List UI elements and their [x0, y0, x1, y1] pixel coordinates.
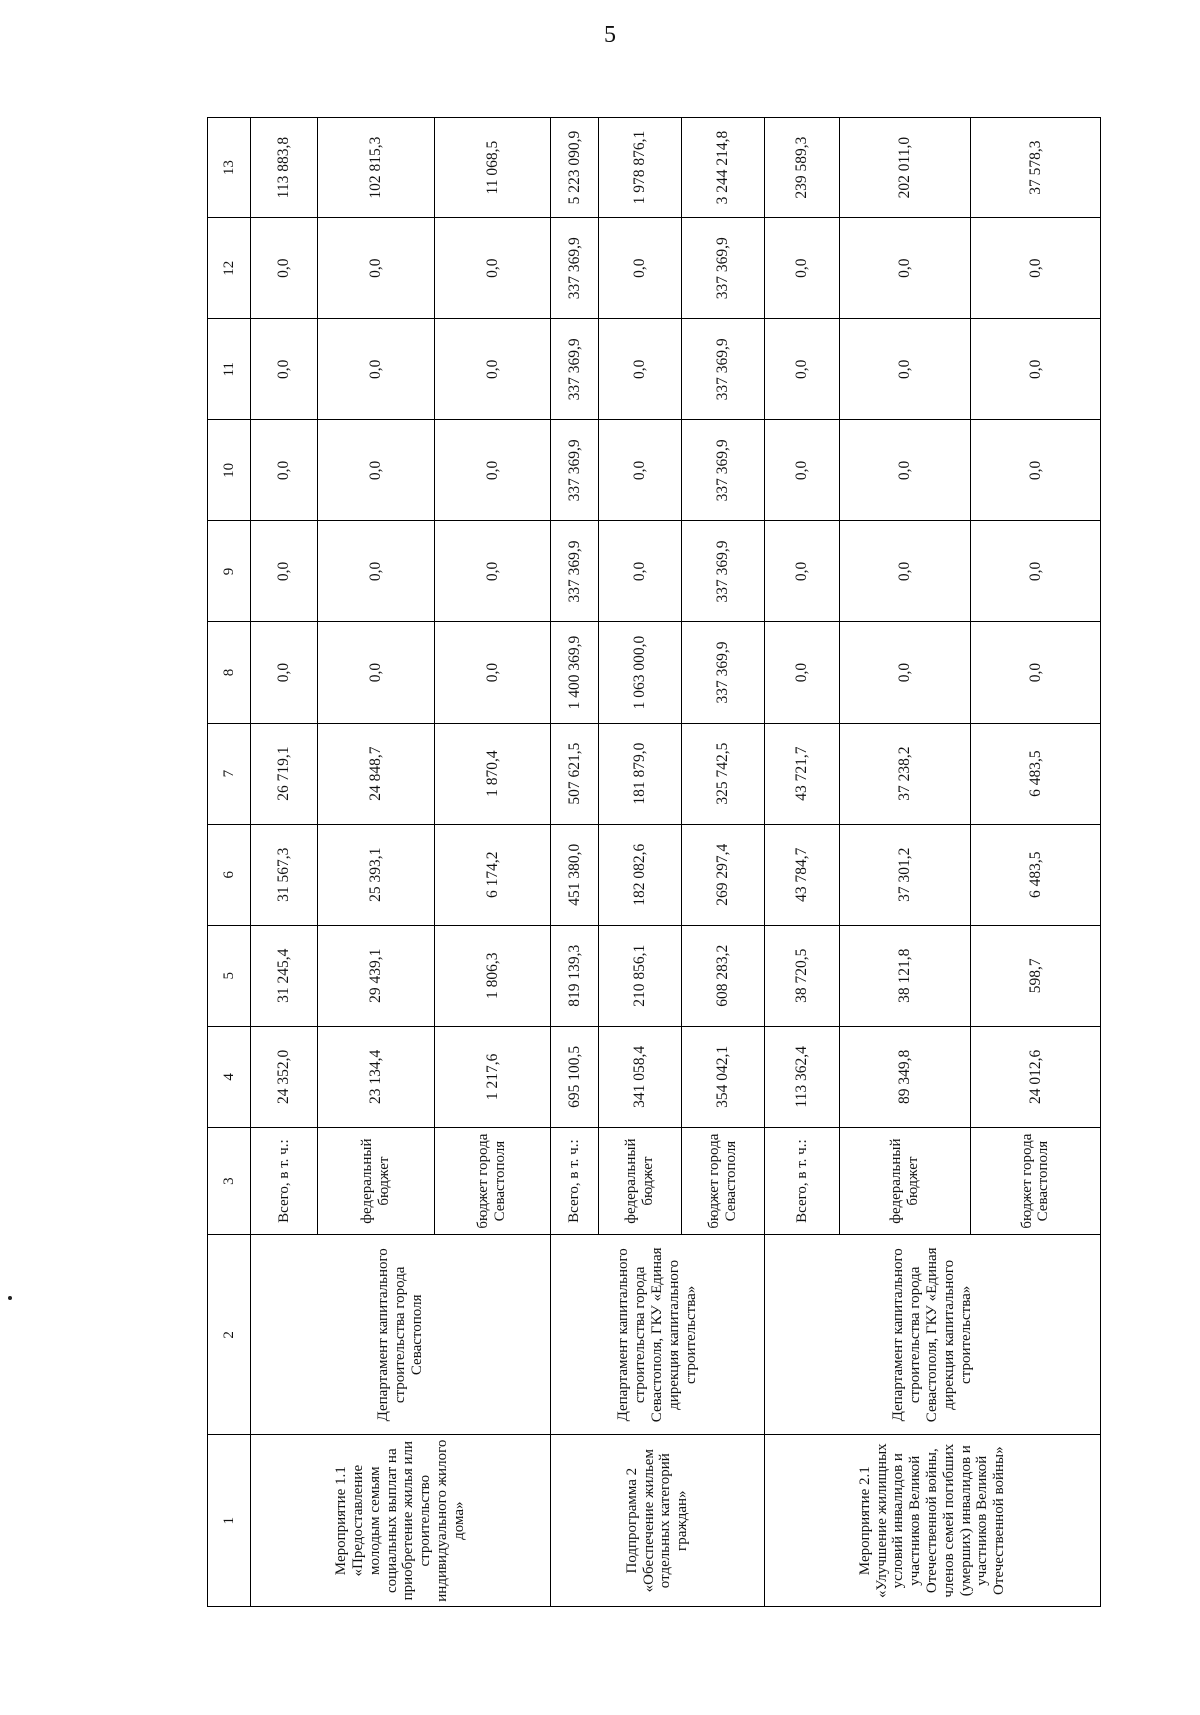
total-value-cell: 239 589,3 [764, 118, 839, 218]
value-cell: 819 139,3 [550, 925, 598, 1026]
value-cell: 0,0 [598, 521, 681, 622]
value-cell: 43 784,7 [764, 824, 839, 925]
value-cell: 0,0 [764, 521, 839, 622]
value-cell: 0,0 [764, 218, 839, 319]
value-cell: 0,0 [434, 521, 550, 622]
value-cell: 24 848,7 [318, 723, 434, 824]
value-cell: 0,0 [840, 218, 970, 319]
table-body [251, 118, 1101, 1607]
rotated-table-wrapper [207, 117, 1101, 1607]
value-cell: 337 369,9 [681, 218, 764, 319]
value-cell: 0,0 [318, 622, 434, 723]
value-cell: 0,0 [434, 218, 550, 319]
value-cell: 337 369,9 [681, 319, 764, 420]
value-cell: 6 174,2 [434, 824, 550, 925]
value-cell: 0,0 [434, 622, 550, 723]
value-cell: 0,0 [840, 622, 970, 723]
value-cell: 0,0 [764, 319, 839, 420]
value-cell: 1 063 000,0 [598, 622, 681, 723]
funding-source-cell: Всего, в т. ч.: [251, 1127, 318, 1234]
activity-name-cell: Мероприятие 1.1 «Предоставление молодым семьям социальных выплат на приобретение жилья или строительство индивидуального жилого дома» [251, 1435, 551, 1607]
scan-speck [8, 1296, 12, 1300]
value-cell: 43 721,7 [764, 723, 839, 824]
total-value-cell: 11 068,5 [434, 118, 550, 218]
value-cell: 337 369,9 [550, 420, 598, 521]
total-value-cell: 202 011,0 [840, 118, 970, 218]
value-cell: 337 369,9 [550, 218, 598, 319]
value-cell: 0,0 [251, 420, 318, 521]
header-cell: 9 [208, 521, 251, 622]
funding-source-cell: бюджет города Севастополя [970, 1127, 1100, 1234]
funding-source-cell: федеральный бюджет [598, 1127, 681, 1234]
activity-name-cell: Мероприятие 2.1 «Улучшение жилищных условий инвалидов и участников Великой Отечественной войны, членов семей погибших (умерших) инвалидов и участников Великой Отечественной войны» [764, 1435, 1100, 1607]
value-cell: 0,0 [840, 319, 970, 420]
value-cell: 29 439,1 [318, 925, 434, 1026]
value-cell: 24 352,0 [251, 1026, 318, 1127]
value-cell: 325 742,5 [681, 723, 764, 824]
value-cell: 113 362,4 [764, 1026, 839, 1127]
total-value-cell: 37 578,3 [970, 118, 1100, 218]
header-cell: 12 [208, 218, 251, 319]
value-cell: 507 621,5 [550, 723, 598, 824]
value-cell: 6 483,5 [970, 824, 1100, 925]
table-row [764, 118, 839, 1607]
value-cell: 31 567,3 [251, 824, 318, 925]
value-cell: 0,0 [251, 521, 318, 622]
page-number: 5 [604, 22, 616, 48]
funding-source-cell: федеральный бюджет [318, 1127, 434, 1234]
value-cell: 0,0 [840, 420, 970, 521]
value-cell: 26 719,1 [251, 723, 318, 824]
value-cell: 37 301,2 [840, 824, 970, 925]
table-row [251, 118, 318, 1607]
value-cell: 0,0 [598, 420, 681, 521]
value-cell: 0,0 [970, 319, 1100, 420]
header-cell: 3 [208, 1127, 251, 1234]
value-cell: 0,0 [764, 622, 839, 723]
value-cell: 6 483,5 [970, 723, 1100, 824]
header-cell: 4 [208, 1026, 251, 1127]
activity-name-cell: Подпрограмма 2 «Обеспечение жильем отдельных категорий граждан» [550, 1435, 764, 1607]
value-cell: 0,0 [251, 622, 318, 723]
header-cell: 1 [208, 1435, 251, 1607]
funding-source-cell: федеральный бюджет [840, 1127, 970, 1234]
value-cell: 24 012,6 [970, 1026, 1100, 1127]
value-cell: 1 400 369,9 [550, 622, 598, 723]
value-cell: 608 283,2 [681, 925, 764, 1026]
value-cell: 1 217,6 [434, 1026, 550, 1127]
value-cell: 0,0 [251, 319, 318, 420]
value-cell: 0,0 [434, 420, 550, 521]
value-cell: 337 369,9 [550, 521, 598, 622]
header-row [208, 118, 251, 1607]
value-cell: 0,0 [970, 521, 1100, 622]
value-cell: 182 082,6 [598, 824, 681, 925]
executor-cell: Департамент капитального строительства города Севастополя, ГКУ «Единая дирекция капитального строительства» [764, 1235, 1100, 1435]
header-cell: 13 [208, 118, 251, 218]
value-cell: 598,7 [970, 925, 1100, 1026]
executor-cell: Департамент капитального строительства города Севастополя [251, 1235, 551, 1435]
value-cell: 0,0 [970, 420, 1100, 521]
value-cell: 0,0 [598, 218, 681, 319]
value-cell: 0,0 [318, 420, 434, 521]
funding-source-cell: бюджет города Севастополя [434, 1127, 550, 1234]
executor-cell: Департамент капитального строительства города Севастополя, ГКУ «Единая дирекция капитального строительства» [550, 1235, 764, 1435]
value-cell: 0,0 [318, 521, 434, 622]
value-cell: 337 369,9 [681, 420, 764, 521]
value-cell: 269 297,4 [681, 824, 764, 925]
header-cell: 7 [208, 723, 251, 824]
value-cell: 0,0 [251, 218, 318, 319]
value-cell: 0,0 [434, 319, 550, 420]
value-cell: 695 100,5 [550, 1026, 598, 1127]
value-cell: 451 380,0 [550, 824, 598, 925]
budget-table [207, 117, 1101, 1607]
value-cell: 37 238,2 [840, 723, 970, 824]
total-value-cell: 113 883,8 [251, 118, 318, 218]
value-cell: 38 121,8 [840, 925, 970, 1026]
value-cell: 0,0 [970, 218, 1100, 319]
value-cell: 337 369,9 [550, 319, 598, 420]
value-cell: 1 870,4 [434, 723, 550, 824]
header-cell: 6 [208, 824, 251, 925]
value-cell: 210 856,1 [598, 925, 681, 1026]
value-cell: 0,0 [598, 319, 681, 420]
value-cell: 0,0 [318, 218, 434, 319]
value-cell: 0,0 [840, 521, 970, 622]
value-cell: 23 134,4 [318, 1026, 434, 1127]
total-value-cell: 3 244 214,8 [681, 118, 764, 218]
total-value-cell: 5 223 090,9 [550, 118, 598, 218]
value-cell: 1 806,3 [434, 925, 550, 1026]
header-cell: 10 [208, 420, 251, 521]
header-cell: 2 [208, 1235, 251, 1435]
value-cell: 0,0 [970, 622, 1100, 723]
value-cell: 337 369,9 [681, 521, 764, 622]
funding-source-cell: Всего, в т. ч.: [550, 1127, 598, 1234]
table-row [550, 118, 598, 1607]
funding-source-cell: бюджет города Севастополя [681, 1127, 764, 1234]
value-cell: 25 393,1 [318, 824, 434, 925]
header-cell: 8 [208, 622, 251, 723]
value-cell: 0,0 [318, 319, 434, 420]
value-cell: 181 879,0 [598, 723, 681, 824]
value-cell: 38 720,5 [764, 925, 839, 1026]
value-cell: 0,0 [764, 420, 839, 521]
header-cell: 5 [208, 925, 251, 1026]
value-cell: 89 349,8 [840, 1026, 970, 1127]
value-cell: 354 042,1 [681, 1026, 764, 1127]
total-value-cell: 102 815,3 [318, 118, 434, 218]
header-cell: 11 [208, 319, 251, 420]
total-value-cell: 1 978 876,1 [598, 118, 681, 218]
value-cell: 337 369,9 [681, 622, 764, 723]
value-cell: 31 245,4 [251, 925, 318, 1026]
value-cell: 341 058,4 [598, 1026, 681, 1127]
funding-source-cell: Всего, в т. ч.: [764, 1127, 839, 1234]
